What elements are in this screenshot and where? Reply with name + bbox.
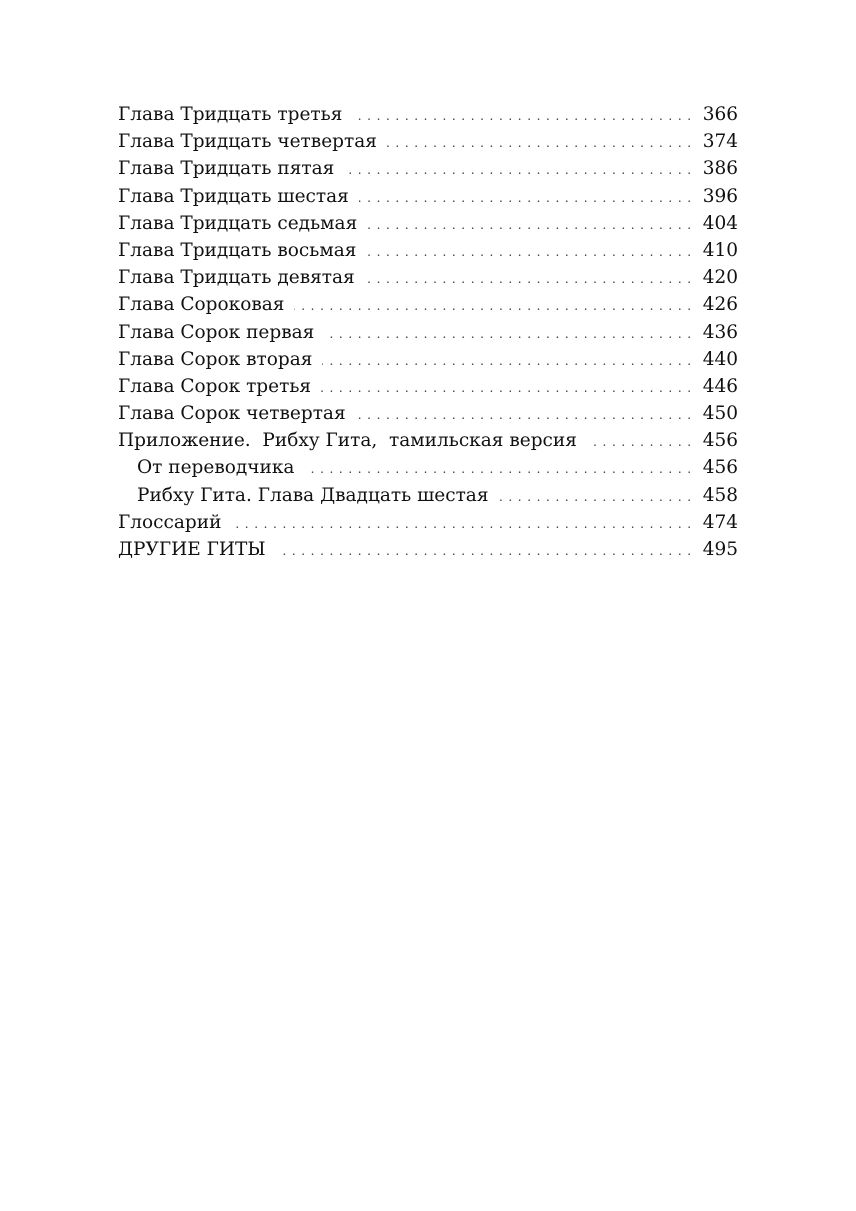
toc-entry-page: 450 <box>702 403 738 425</box>
toc-entry-title: Глава Сорок третья <box>118 375 312 397</box>
toc-entry[interactable] <box>118 373 738 400</box>
toc-entry-title: От переводчика <box>137 457 295 479</box>
toc-entry[interactable] <box>118 400 738 427</box>
toc-entry-page: 440 <box>702 348 738 370</box>
toc-entry-title: Глава Тридцать девятая <box>118 267 355 289</box>
dot-leader <box>359 185 697 212</box>
toc-entry-page: 474 <box>702 511 738 533</box>
toc-entry-page: 495 <box>702 539 738 560</box>
toc-entry-page: 366 <box>702 104 738 125</box>
toc-entry[interactable] <box>118 346 738 373</box>
toc-entry-title: Глава Тридцать седьмая <box>118 212 358 234</box>
toc-entry-title: Глава Сороковая <box>118 294 285 316</box>
toc-entry-page: 458 <box>702 484 738 506</box>
dot-leader <box>324 321 696 348</box>
dot-leader <box>276 538 697 565</box>
toc-entry-page: 426 <box>702 294 738 316</box>
toc-entry[interactable] <box>118 210 738 237</box>
toc-entry[interactable] <box>118 101 738 128</box>
toc-entry-page: 404 <box>702 212 738 234</box>
toc-entry-page: 446 <box>702 375 738 397</box>
toc-entry-title: Приложение. Рибху Гита, тамильская версия <box>118 430 577 452</box>
toc-entry-page: 410 <box>702 239 738 261</box>
toc-entry-title: Глава Сорок четвертая <box>118 403 346 425</box>
toc-entry[interactable] <box>118 319 738 346</box>
toc-entry-title: Глава Тридцать шестая <box>118 185 349 207</box>
toc-entry-page: 374 <box>702 131 738 153</box>
toc-entry-title: Глава Сорок первая <box>118 321 315 343</box>
dot-leader <box>587 429 697 456</box>
dot-leader <box>365 266 697 293</box>
dot-leader <box>367 212 696 239</box>
dot-leader <box>356 402 697 429</box>
toc-entry[interactable] <box>118 264 738 291</box>
toc-entry-page: 456 <box>702 430 738 452</box>
toc-entry[interactable] <box>118 128 738 155</box>
toc-entry[interactable] <box>118 183 738 210</box>
dot-leader <box>322 348 696 375</box>
toc-entry[interactable] <box>118 237 738 264</box>
dot-leader <box>294 293 696 320</box>
toc-entry-title: Рибху Гита. Глава Двадцать шестая <box>137 484 489 506</box>
toc-entry-title: Глава Сорок вторая <box>118 348 313 370</box>
dot-leader <box>387 130 697 157</box>
toc-entry[interactable] <box>118 291 738 318</box>
toc-entry[interactable] <box>118 536 738 563</box>
dot-leader <box>366 239 696 266</box>
toc-entry-page: 396 <box>702 185 738 207</box>
dot-leader <box>304 456 696 483</box>
dot-leader <box>499 484 697 511</box>
toc-entry-page: 420 <box>702 267 738 289</box>
toc-subentry[interactable] <box>118 454 738 481</box>
toc-entry[interactable] <box>118 155 738 182</box>
toc-entry-title: Глоссарий <box>118 511 222 533</box>
toc-entry-page: 456 <box>702 457 738 479</box>
toc-entry-title: Глава Тридцать восьмая <box>118 239 357 261</box>
dot-leader <box>321 375 697 402</box>
toc-entry-title: Глава Тридцать пятая <box>118 158 335 180</box>
toc-entry-title: Глава Тридцать четвертая <box>118 131 377 153</box>
toc-entry[interactable] <box>118 509 738 536</box>
dot-leader <box>231 511 696 538</box>
toc-entry-title: Глава Тридцать третья <box>118 104 343 125</box>
toc-entry[interactable] <box>118 427 738 454</box>
dot-leader <box>352 103 696 130</box>
table-of-contents <box>118 101 738 563</box>
toc-entry-page: 436 <box>702 321 738 343</box>
toc-subentry[interactable] <box>118 482 738 509</box>
toc-entry-page: 386 <box>702 158 738 180</box>
dot-leader <box>344 157 696 184</box>
toc-entry-title: ДРУГИЕ ГИТЫ <box>118 539 266 560</box>
